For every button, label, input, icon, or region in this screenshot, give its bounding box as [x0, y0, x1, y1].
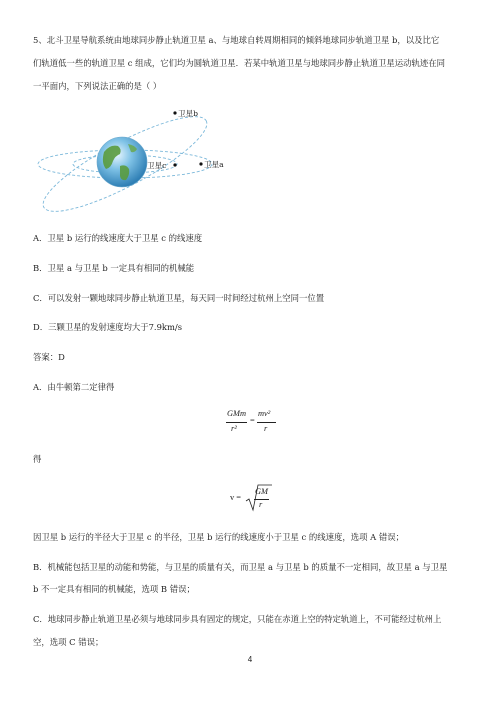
question-line-3: 一平面内，下列说法正确的是（ ）: [33, 81, 162, 91]
label-satellite-c: 卫星c: [147, 161, 167, 170]
analysis-c-line-2: 空，选项 C 错误；: [33, 637, 104, 647]
page-number: 4: [247, 655, 253, 664]
earth-globe: [97, 137, 147, 187]
analysis-a-title: A．由牛顿第二定律得: [33, 382, 115, 392]
label-satellite-a: 卫星a: [204, 160, 224, 169]
analysis-de: 得: [33, 454, 42, 464]
option-b: B．卫星 a 与卫星 b 一定具有相同的机械能: [33, 263, 195, 273]
satellite-c-dot: [173, 163, 176, 166]
eq2-numerator: GM: [255, 487, 269, 496]
option-c: C．可以发射一颗地球同步静止轨道卫星，每天同一时间经过杭州上空同一位置: [33, 293, 325, 303]
question-line-1: 5、北斗卫星导航系统由地球同步静止轨道卫星 a、与地球自转周期相同的倾斜地球同步轨道卫星 b，以及比它: [33, 35, 440, 45]
eq1-fraction-bar: [226, 422, 247, 423]
eq1-denominator: r²: [231, 424, 237, 433]
analysis-b-line-2: b 不一定具有相同的机械能，选项 B 错误；: [33, 584, 195, 594]
satellite-b-dot: [173, 111, 176, 114]
answer: 答案：D: [33, 352, 65, 362]
analysis-b-line-1: B．机械能包括卫星的动能和势能，与卫星的质量有关，而卫星 a 与卫星 b 的质量不一定相同，故卫星 a 与卫星: [33, 562, 448, 572]
eq1-equals: =: [250, 416, 255, 425]
option-a: A．卫星 b 运行的线速度大于卫星 c 的线速度: [33, 233, 203, 243]
eq1-numerator: GMm: [227, 409, 247, 418]
analysis-c-line-1: C．地球同步静止轨道卫星必须与地球同步具有固定的规定，只能在赤道上空的特定轨道上，不可能经过杭州上: [33, 614, 442, 624]
eq2-denominator: r: [259, 500, 263, 509]
eq2-lhs: v =: [230, 493, 242, 502]
label-satellite-b: 卫星b: [178, 109, 199, 118]
eq1-right-denominator: r: [264, 424, 268, 433]
satellite-a-dot: [199, 162, 202, 165]
satellite-orbit-figure: [30, 100, 224, 220]
analysis-a-conclusion: 因卫星 b 运行的半径大于卫星 c 的半径，卫星 b 运行的线速度小于卫星 c 的线速度，选项 A 错误；: [33, 532, 405, 542]
question-line-2: 们轨道低一些的轨道卫星 c 组成，它们均为圆轨道卫星．若某中轨道卫星与地球同步静止轨道卫星运动轨迹在同: [33, 58, 446, 68]
eq1-right-fraction-bar: [257, 422, 276, 423]
eq1-right-numerator: mv²: [258, 409, 271, 418]
option-d: D．三颗卫星的发射速度均大于7.9km/s: [33, 322, 183, 332]
